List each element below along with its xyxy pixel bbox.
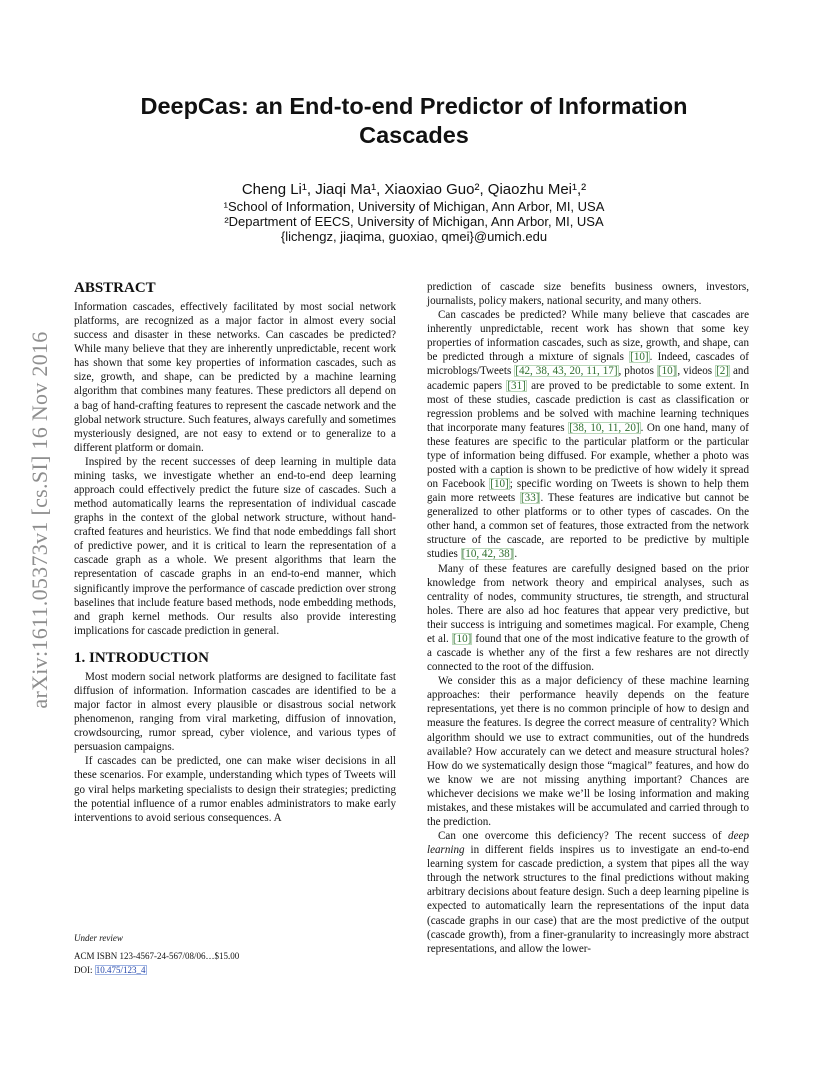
citation-link[interactable]: [10] bbox=[630, 351, 649, 364]
right-paragraph-2: Can cascades be predicted? While many believe that cascades are inherently unpredictable, recent work has shown that some key properties of information cascades, such as size, growth, and shape, can be predicted through a mixture of signals [10]. Indeed, cascades of microblogs/Tweets [42, 38, 43, 20, 11, 17], photos [10], videos [2] and academic papers [31] are proved to be predictable to some extent. In most of these studies, cascade prediction is cast as classification or regression problems and be solved with machine learning techniques that incorporate many features [38, 10, 11, 20]. On one hand, many of these features are specific to the particular platform or the particular type of information being diffused. For example, whether a photo was posted with a caption is shown to be predictive of how widely it spread on Facebook [10]; specific wording on Tweets is shown to help them gain more retweets [33]. These features are indicative but cannot be generalized to other platforms or to other types of cascades. On the other hand, a common set of features, those extracted from the network structure of the cascade, are reported to be predictive by multiple studies [10, 42, 38]. bbox=[427, 309, 749, 561]
affiliation-1: ¹School of Information, University of Michigan, Ann Arbor, MI, USA bbox=[223, 199, 605, 214]
citation-link[interactable]: [42, 38, 43, 20, 11, 17] bbox=[515, 365, 618, 378]
right-paragraph-1: prediction of cascade size benefits business owners, investors, journalists, policy makers, national security, and many others. bbox=[427, 281, 749, 308]
right-column bbox=[427, 280, 749, 956]
introduction-heading: 1. INTRODUCTION bbox=[74, 649, 210, 666]
doi-label: DOI: bbox=[74, 965, 93, 975]
doi-link[interactable]: 10.475/123_4 bbox=[95, 965, 146, 975]
citation-link[interactable]: [2] bbox=[716, 365, 729, 378]
citation-link[interactable]: [10] bbox=[452, 632, 472, 645]
left-column bbox=[74, 278, 396, 825]
right-paragraph-4: We consider this as a major deficiency of these machine learning approaches: their performance heavily depends on the feature representations, yet there is no common principle of how to design and measure the features. Is degree the correct measure of centrality? Which algorithm should we use to extract communities, out of the hundreds available? How accurately can we detect and measure structural holes? How do we systematically design those “magical” features, and how do we know we are not missing anything important? Chances are whichever decisions we make we’ll be losing information and making mistakes, and these mistakes will be accumulated and carried through to the prediction. bbox=[427, 675, 749, 828]
citation-link[interactable]: [10] bbox=[657, 365, 677, 378]
intro-paragraph-2: If cascades can be predicted, one can make wiser decisions in all these scenarios. For example, understanding which types of Tweets will go viral helps marketing specialists to design their strategies; predicting the potential influence of a rumor enables administrators to make early interventions to avoid serious consequences. A bbox=[74, 755, 396, 824]
abstract-paragraph-1: Information cascades, effectively facilitated by most social network platforms, are recognized as a major factor in almost every social success and disaster in these networks. Can cascades be predicted? While many believe that they are inherently unpredictable, recent work has shown that some key properties of information cascades, such as size, growth, and shape, can be predicted by a machine learning algorithm that combines many features. These predictors all depend on a bag of hand-crafting features to represent the cascade network and the global network structure. Such features, always carefully and sometimes mysteriously designed, are not easy to extend or to generalize to a different platform or domain. bbox=[74, 301, 396, 454]
citation-link[interactable]: [38, 10, 11, 20] bbox=[569, 421, 640, 434]
author-emails: {lichengz, jiaqima, guoxiao, qmei}@umich.edu bbox=[280, 229, 548, 244]
footnote-doi bbox=[74, 964, 147, 976]
footnote-review: Under review bbox=[74, 933, 123, 943]
abstract-heading: ABSTRACT bbox=[74, 280, 156, 296]
abstract-paragraph-2: Inspired by the recent successes of deep learning in multiple data mining tasks, we investigate whether an end-to-end deep learning approach could effectively predict the future size of cascades. Such a method automatically learns the representation of individual cascade graphs in the context of the global network structure, without hand-crafted features and heuristics. We find that node embeddings fall short of predictive power, and it is critical to learn the representation of a cascade graph as a whole. We present algorithms that learn the representation of cascade graphs in an end-to-end manner, which significantly improve the performance of cascade prediction over strong baselines that include feature based methods, node embedding methods, and graph kernel methods. Our results also provide interesting implications for cascade prediction in general. bbox=[74, 455, 396, 637]
arxiv-identifier: arXiv:1611.05373v1 [cs.SI] 16 Nov 2016 bbox=[27, 331, 52, 709]
citation-link[interactable]: [10, 42, 38] bbox=[461, 548, 514, 561]
right-paragraph-5: Can one overcome this deficiency? The recent success of deep learning in different fields inspires us to investigate an end-to-end learning system for cascade prediction, a system that pipes all the way through the network structures to the final predictions without making arbitrary decisions about feature design. Such a deep learning pipeline is expected to automatically learn the representations of the input data (cascade graphs in our case) that are the most predictive of the output (cascade growth), from a finer-granularity to increasingly more abstract representations, and allow the lower- bbox=[427, 830, 749, 955]
paper-title: DeepCas: an End-to-end Predictor of Information Cascades bbox=[140, 93, 688, 148]
intro-paragraph-1: Most modern social network platforms are designed to facilitate fast diffusion of information. Information cascades are identified to be a major factor in almost every plausible or disastrous social network phenomenon, ranging from viral marketing, diffusion of innovation, crowdsourcing, rumor spread, cyber violence, and various types of persuasion campaigns. bbox=[74, 670, 396, 754]
affiliation-2: ²Department of EECS, University of Michigan, Ann Arbor, MI, USA bbox=[224, 214, 604, 229]
right-paragraph-3: Many of these features are carefully designed based on the prior knowledge from network theory and empirical analyses, such as centrality of nodes, community structures, tie strength, and structural holes. There are also ad hoc features that appear very predictive, but their success is intriguing and sometimes magical. For example, Cheng et al. [10] found that one of the most indicative feature to the growth of a cascade is whether any of the first a few reshares are not directly connected to the root of the diffusion. bbox=[427, 562, 749, 674]
author-list: Cheng Li¹, Jiaqi Ma¹, Xiaoxiao Guo², Qiaozhu Mei¹,² bbox=[241, 181, 587, 198]
citation-link[interactable]: [10] bbox=[490, 478, 509, 491]
footnote-isbn: ACM ISBN 123-4567-24-567/08/06…$15.00 bbox=[74, 951, 240, 961]
citation-link[interactable]: [31] bbox=[507, 379, 526, 392]
citation-link[interactable]: [33] bbox=[520, 492, 540, 505]
emphasis-deep-learning: deep learning bbox=[427, 830, 749, 857]
